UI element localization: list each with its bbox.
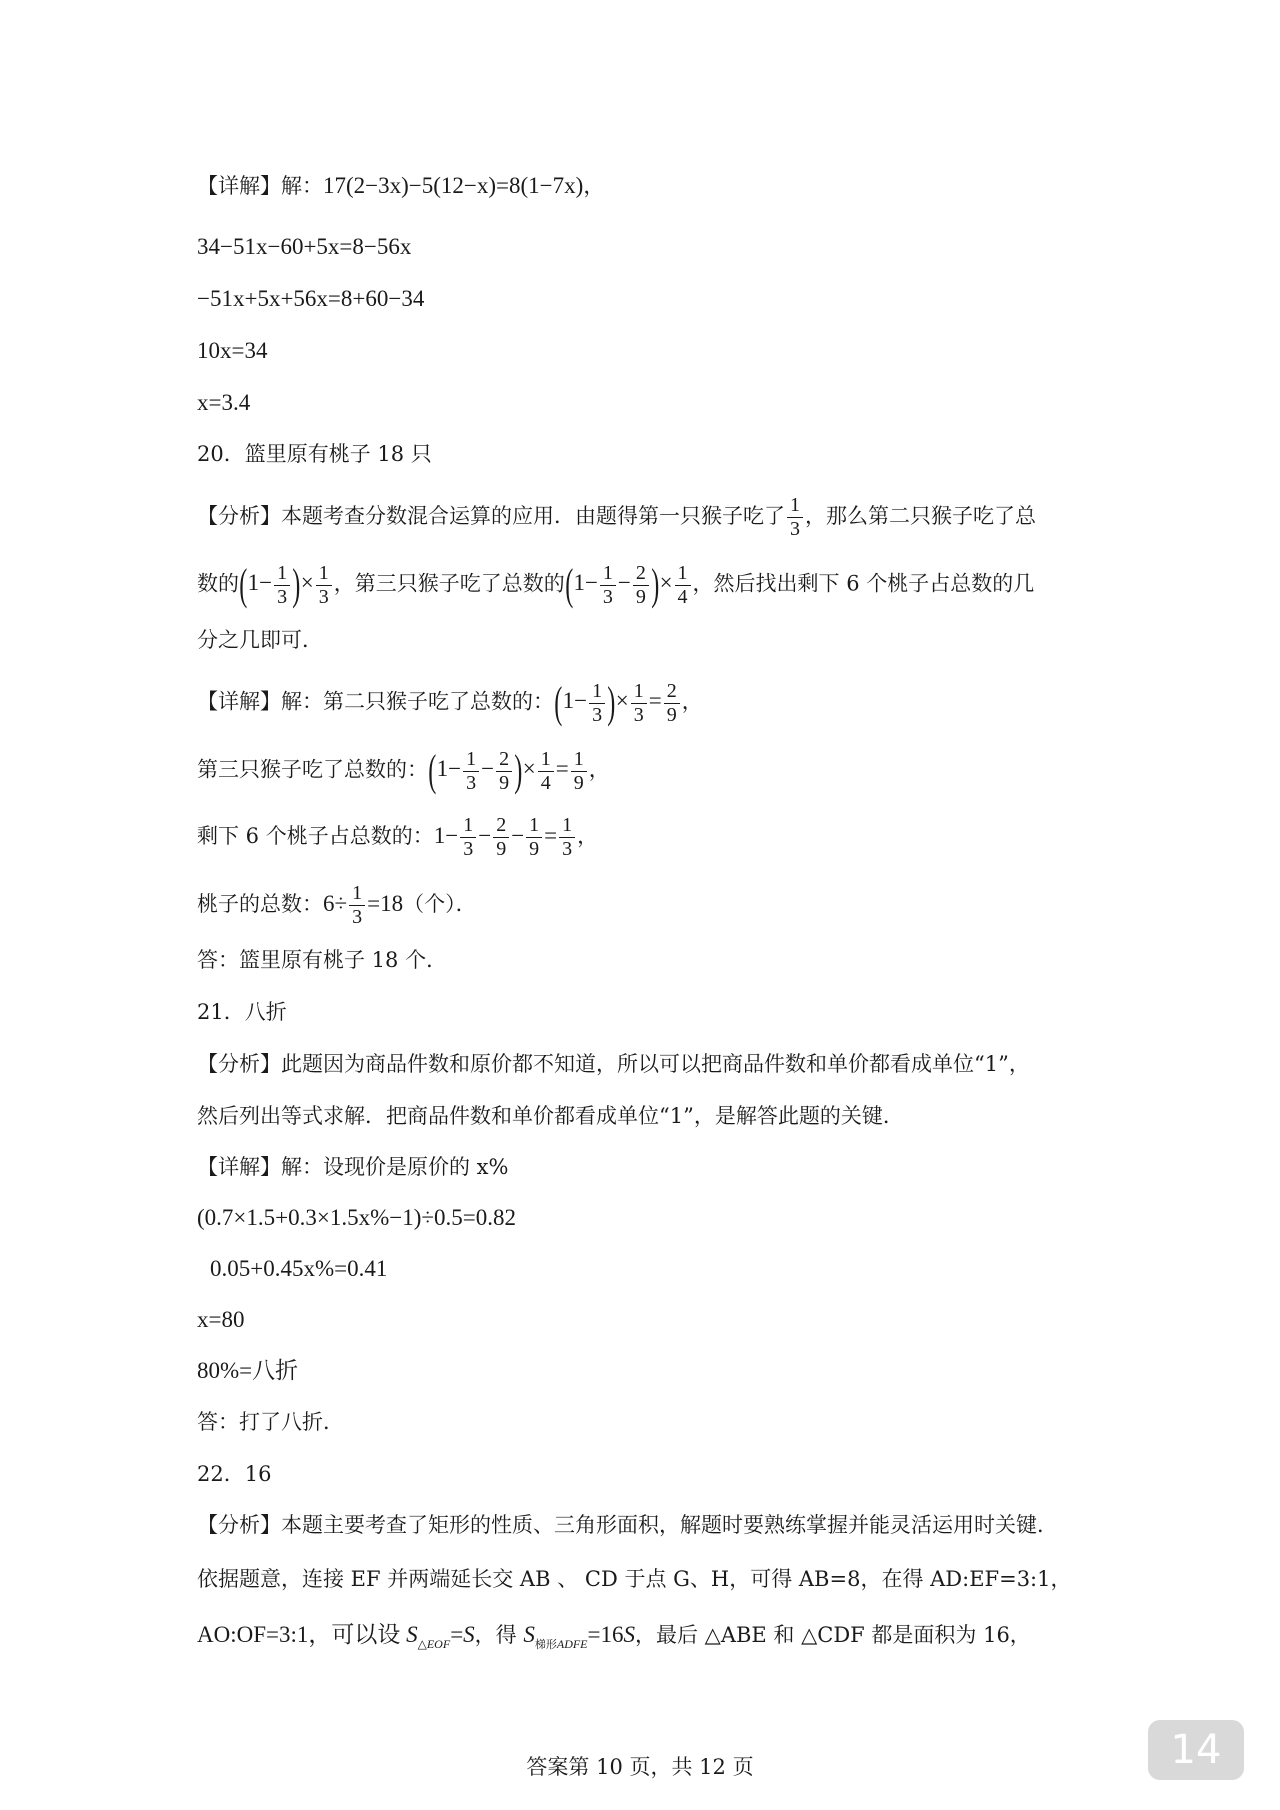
- q20-analysis-line-1: 【分析】本题考查分数混合运算的应用．由题得第一只猴子吃了 $\frac{1}{3}$ ，那么第二只猴子吃了总: [197, 494, 1036, 540]
- q20-detail-line-3: 剩下 6 个桃子占总数的：1− $\frac{1}{3}$ − $\frac{2}{9}$ − $\frac{1}{9}$ = $\frac{1}{3}$ ，: [197, 814, 599, 860]
- q20-title: 20．篮里原有桃子 18 只: [197, 442, 432, 466]
- q19-step-4: x=3.4: [197, 390, 251, 415]
- q20-answer: 答：篮里原有桃子 18 个．: [197, 948, 448, 972]
- q21-eq-3: x=80: [197, 1307, 245, 1332]
- q19-label: 【详解】解：: [197, 174, 323, 198]
- q19-step-2: −51x+5x+56x=8+60−34: [197, 286, 425, 311]
- q21-eq-4: 80%=八折: [197, 1358, 299, 1383]
- q21-detail: 【详解】解：设现价是原价的 x%: [197, 1155, 509, 1179]
- q19-equation: 17(2−3x)−5(12−x)=8(1−7x): [323, 173, 584, 198]
- q21-eq-2: 0.05+0.45x%=0.41: [210, 1256, 388, 1281]
- q21-analysis-1: 【分析】此题因为商品件数和原价都不知道，所以可以把商品件数和单价都看成单位“1”，: [197, 1052, 1030, 1076]
- q22-analysis-3: AO:OF=3:1，可以设 $S_{\triangle EOF}=S$，得 $S_{梯形ADFE}=16S$，最后 △ABE 和 △CDF 都是面积为 16，: [197, 1622, 1031, 1651]
- q20-analysis-line-2: 数的(1− $\frac{1}{3}$ )× $\frac{1}{3}$ ，第三只猴子吃了总数的(1− $\frac{1}{3}$ − $\frac{2}{9}$ )× $\frac{1}{4}$ ，然后找出剩下 6 个桃子占总数的几: [197, 560, 1035, 609]
- q21-title: 21．八折: [197, 1000, 287, 1024]
- q19-step-1: 34−51x−60+5x=8−56x: [197, 234, 412, 259]
- q20-detail-line-4: 桃子的总数：6÷ $\frac{1}{3}$ =18（个）．: [197, 882, 477, 928]
- q20-detail-line-1: 【详解】解：第二只猴子吃了总数的：(1− $\frac{1}{3}$ )× $\frac{1}{3}$ = $\frac{2}{9}$ ，: [197, 678, 703, 727]
- q19-step-3: 10x=34: [197, 338, 268, 363]
- q19-equation-line: 【详解】解：17(2−3x)−5(12−x)=8(1−7x)，: [197, 173, 605, 198]
- q20-analysis-line-3: 分之几即可．: [197, 628, 323, 652]
- q22-analysis-1: 【分析】本题主要考查了矩形的性质、三角形面积，解题时要熟练掌握并能灵活运用时关键．: [197, 1513, 1058, 1537]
- q21-analysis-2: 然后列出等式求解．把商品件数和单价都看成单位“1”，是解答此题的关键．: [197, 1104, 904, 1128]
- q22-analysis-2: 依据题意，连接 EF 并两端延长交 AB 、 CD 于点 G、H，可得 AB=8，在得 AD:EF=3:1，: [197, 1567, 1072, 1591]
- q20-detail-line-2: 第三只猴子吃了总数的：(1− $\frac{1}{3}$ − $\frac{2}{9}$ )× $\frac{1}{4}$ = $\frac{1}{9}$ ，: [197, 746, 610, 795]
- q22-title: 22．16: [197, 1462, 272, 1486]
- q21-eq-1: (0.7×1.5+0.3×1.5x%−1)÷0.5=0.82: [197, 1205, 516, 1230]
- page-number-badge: 14: [1148, 1720, 1244, 1780]
- q21-answer: 答：打了八折．: [197, 1410, 344, 1434]
- page-footer: 答案第 10 页，共 12 页: [526, 1755, 754, 1779]
